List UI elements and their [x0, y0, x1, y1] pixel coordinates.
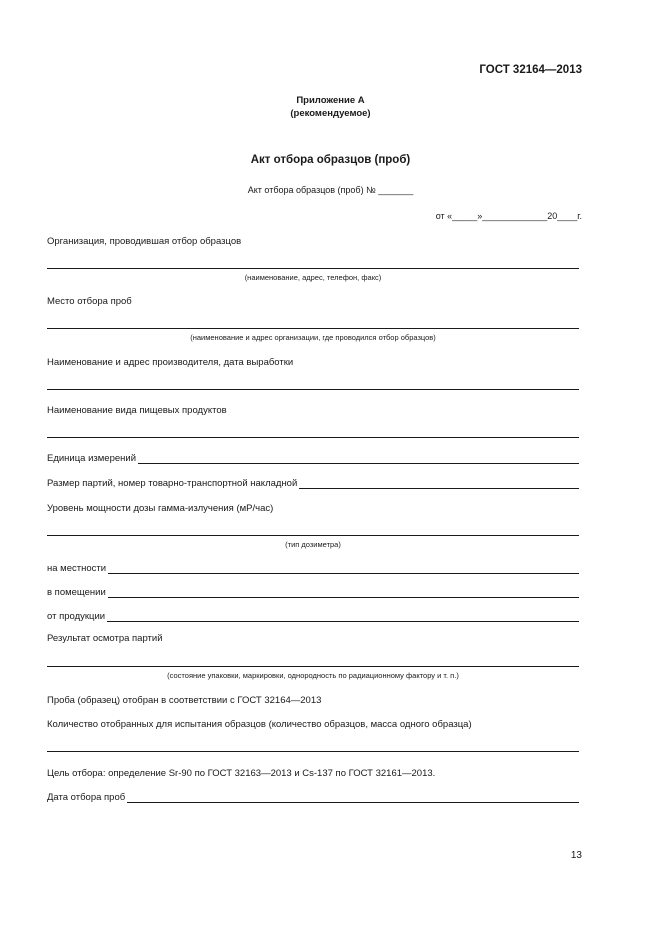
batch-row — [47, 478, 579, 489]
page-number: 13 — [570, 850, 582, 861]
purpose-text: Цель отбора: определение Sr-90 по ГОСТ 32163—2013 и Cs-137 по ГОСТ 32161—2013. — [47, 768, 436, 779]
manufacturer-field[interactable] — [47, 389, 579, 390]
sample-date-row — [47, 792, 579, 803]
organization-field[interactable] — [47, 268, 579, 269]
quantity-label: Количество отобранных для испытания образцов (количество образцов, масса одного образца) — [47, 719, 472, 730]
product-row — [47, 611, 579, 622]
manufacturer-label: Наименование и адрес производителя, дата выработки — [47, 357, 294, 368]
room-field[interactable] — [108, 589, 579, 598]
terrain-label: на местности — [47, 563, 107, 574]
organization-caption: (наименование, адрес, телефон, факс) — [244, 273, 382, 282]
quantity-field[interactable] — [47, 751, 579, 752]
unit-label: Единица измерений — [47, 453, 137, 464]
sample-basis-text: Проба (образец) отобран в соответствии с ГОСТ 32164—2013 — [47, 695, 322, 706]
place-field[interactable] — [47, 328, 579, 329]
inspection-label: Результат осмотра партий — [47, 633, 163, 644]
batch-label: Размер партий, номер товарно-транспортной накладной — [47, 478, 298, 489]
annex-title: Приложение А — [296, 95, 365, 106]
food-type-label: Наименование вида пищевых продуктов — [47, 405, 227, 416]
room-label: в помещении — [47, 587, 106, 598]
place-label: Место отбора проб — [47, 296, 132, 307]
sample-date-field[interactable] — [127, 794, 579, 803]
unit-row — [47, 453, 579, 464]
room-row — [47, 587, 579, 598]
dose-label: Уровень мощности дозы гамма-излучения (мР/час) — [47, 503, 274, 514]
act-title: Акт отбора образцов (проб) — [250, 154, 411, 166]
dose-caption: (тип дозиметра) — [285, 540, 341, 549]
inspection-field[interactable] — [47, 666, 579, 667]
organization-label: Организация, проводившая отбор образцов — [47, 236, 242, 247]
dose-field[interactable] — [47, 535, 579, 536]
annex-subtitle: (рекомендуемое) — [290, 108, 371, 119]
unit-field[interactable] — [138, 455, 579, 464]
food-type-field[interactable] — [47, 437, 579, 438]
document-code: ГОСТ 32164—2013 — [479, 64, 582, 76]
place-caption: (наименование и адрес организации, где проводился отбор образцов) — [190, 333, 436, 342]
act-number-line: Акт отбора образцов (проб) № _______ — [247, 185, 414, 195]
act-date-line: от «_____»_____________20____г. — [435, 211, 582, 221]
batch-field[interactable] — [299, 480, 579, 489]
sample-date-label: Дата отбора проб — [47, 792, 126, 803]
product-field[interactable] — [107, 613, 579, 622]
product-label: от продукции — [47, 611, 106, 622]
terrain-field[interactable] — [108, 565, 579, 574]
inspection-caption: (состояние упаковки, маркировки, однородность по радиационному фактору и т. п.) — [167, 671, 459, 680]
terrain-row — [47, 563, 579, 574]
